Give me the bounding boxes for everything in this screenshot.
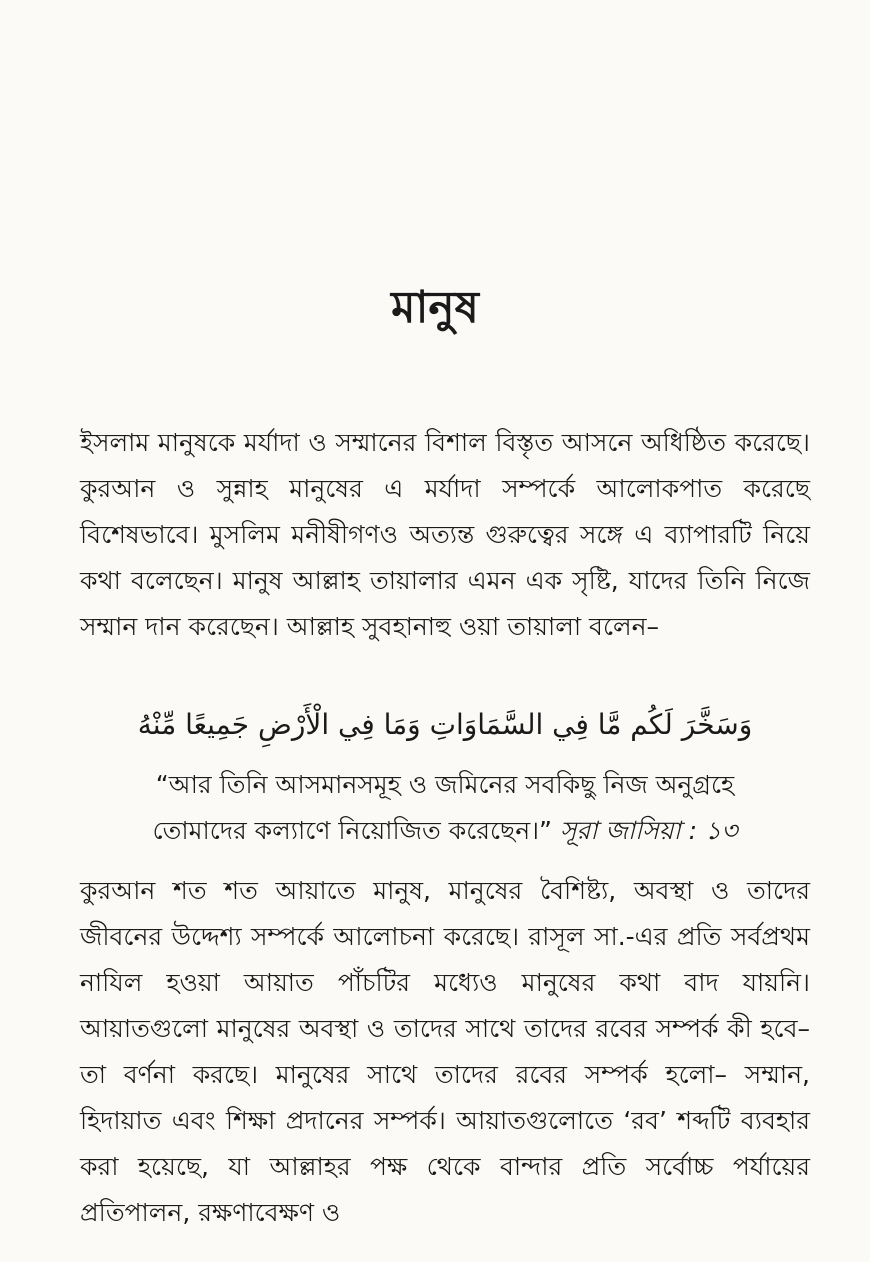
verse-translation: “আর তিনি আসমানসমূহ ও জমিনের সবকিছু নিজ অনুগ্রহে তোমাদের কল্যাণে নিয়োজিত করেছেন।”	[152, 770, 735, 845]
verse-citation: সূরা জাসিয়া : ১৩	[559, 816, 738, 845]
intro-paragraph: ইসলাম মানুষকে মর্যাদা ও সম্মানের বিশাল বিস্তৃত আসনে অধিষ্ঠিত করেছে। কুরআন ও সুন্নাহ মানুষের এ মর্যাদা সম্পর্কে আলোকপাত করেছে বিশেষভাবে। মুসলিম মনীষীগণও অত্যন্ত গুরুত্বের সঙ্গে এ ব্যাপারটি নিয়ে কথা বলেছেন। মানুষ আল্লাহ তায়ালার এমন এক সৃষ্টি, যাদের তিনি নিজে সম্মান দান করেছেন। আল্লাহ সুবহানাহু ওয়া তায়ালা বলেন–	[80, 428, 810, 641]
arabic-verse: وَسَخَّرَ لَكُم مَّا فِي السَّمَاوَاتِ وَمَا فِي الْأَرْضِ جَمِيعًا مِّنْهُ	[137, 708, 753, 741]
body-paragraph: কুরআন শত শত আয়াতে মানুষ, মানুষের বৈশিষ্ট্য, অবস্থা ও তাদের জীবনের উদ্দেশ্য সম্পর্কে আলোচনা করেছে। রাসূল সা.-এর প্রতি সর্বপ্রথম নাযিল হওয়া আয়াত পাঁচটির মধ্যেও মানুষের কথা বাদ যায়নি। আয়াতগুলো মানুষের অবস্থা ও তাদের সাথে তাদের রবের সম্পর্ক কী হবে– তা বর্ণনা করছে। মানুষের সাথে তাদের রবের সম্পর্ক হলো– সম্মান, হিদায়াত এবং শিক্ষা প্রদানের সম্পর্ক। আয়াতগুলোতে ‘রব’ শব্দটি ব্যবহার করা হয়েছে, যা আল্লাহর পক্ষ থেকে বান্দার প্রতি সর্বোচ্চ পর্যায়ের প্রতিপালন, রক্ষণাবেক্ষণ ও	[80, 876, 810, 1227]
chapter-title: মানুষ	[391, 282, 479, 333]
verse-translation-block	[110, 762, 780, 854]
